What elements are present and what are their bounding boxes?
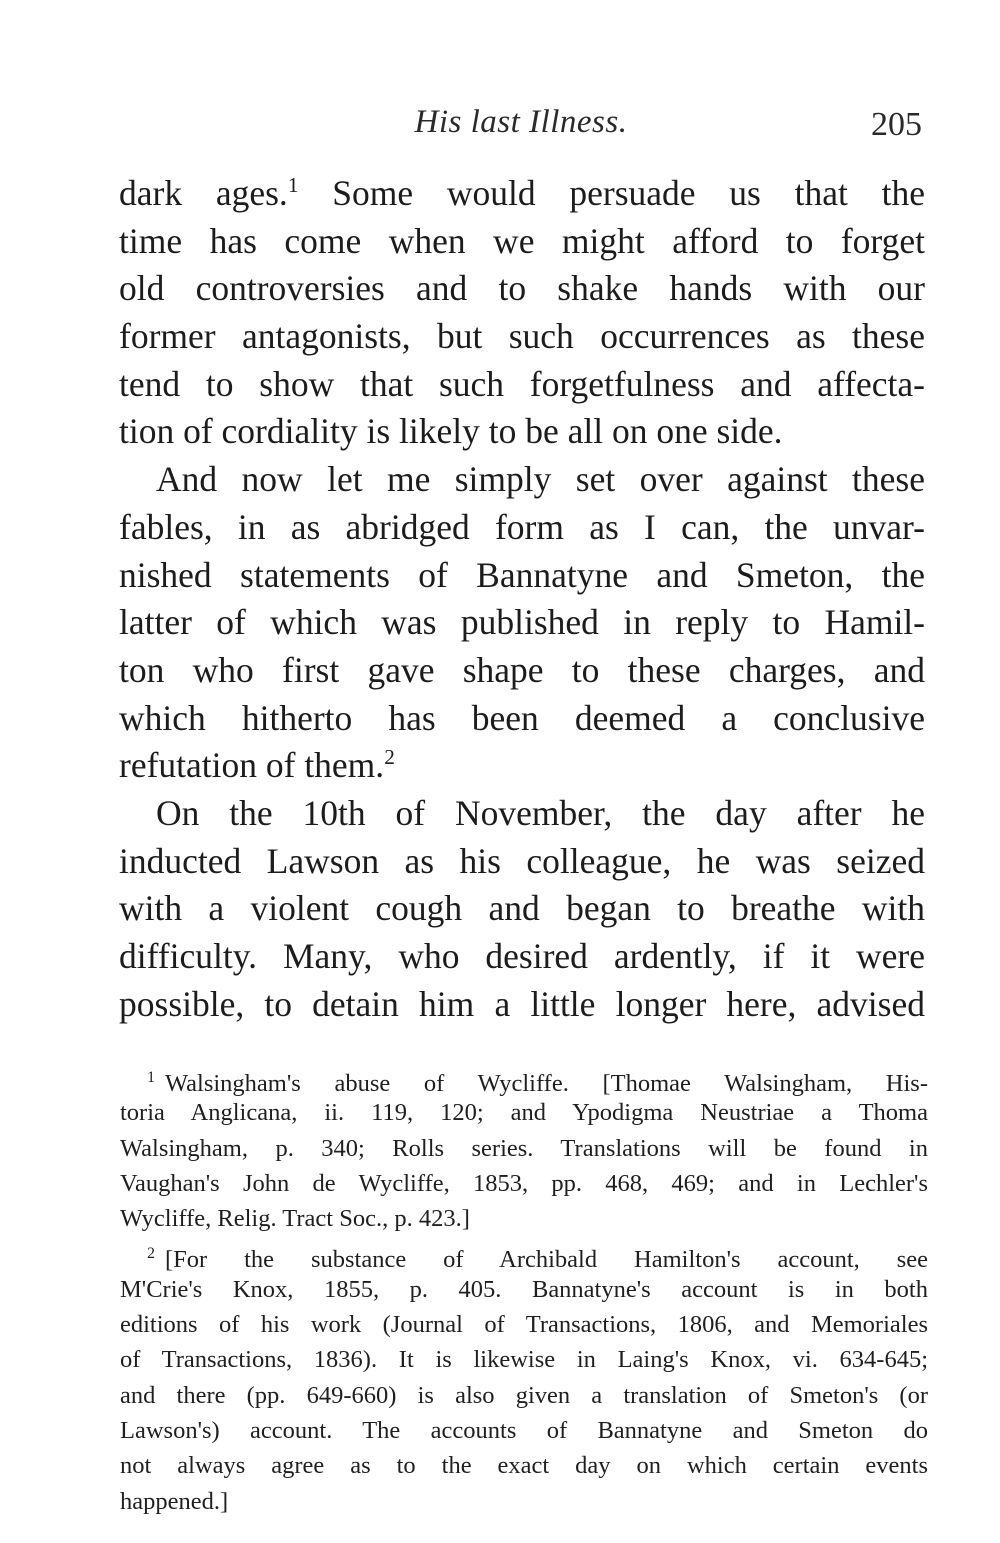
body-line: nished statements of Bannatyne and Smeton, the: [119, 554, 925, 595]
footnote-2-line: Lawson's) account. The accounts of Bannatyne and Smeton do: [120, 1416, 928, 1444]
footnote-ref-1: 1: [287, 173, 299, 198]
body-line: possible, to detain him a little longer here, advised: [119, 983, 925, 1024]
running-head-title: His last Illness.: [414, 104, 628, 140]
body-line: former antagonists, but such occurrences as these: [119, 316, 925, 357]
body-line: tend to show that such forgetfulness and affecta-: [119, 363, 925, 404]
body-line-text: Some would persuade us that the: [298, 173, 925, 213]
body-line: [119, 742, 925, 790]
body-line: latter of which was published in reply to Hamil-: [119, 602, 925, 643]
body-line: time has come when we might afford to forget: [119, 220, 925, 261]
body-line: ton who first gave shape to these charges, and: [119, 649, 925, 690]
footnote-1-line: toria Anglicana, ii. 119, 120; and Ypodigma Neustriae a Thoma: [120, 1099, 928, 1127]
footnote-1-line: [120, 1060, 928, 1095]
page-number: 205: [871, 106, 922, 143]
footnote-2-mark: 2: [147, 1245, 155, 1263]
footnote-1-line: Walsingham, p. 340; Rolls series. Translations will be found in: [120, 1134, 928, 1162]
footnote-2-line: happened.]: [120, 1487, 229, 1515]
body-line: old controversies and to shake hands with our: [119, 268, 925, 309]
body-line: inducted Lawson as his colleague, he was seized: [119, 840, 925, 881]
body-line: with a violent cough and began to breathe with: [119, 888, 925, 929]
footnotes: [120, 1060, 928, 1519]
body-line-text: dark ages.: [119, 173, 288, 213]
footnote-2-line: [120, 1236, 928, 1274]
footnote-1-line: Wycliffe, Relig. Tract Soc., p. 423.]: [120, 1205, 470, 1233]
footnote-1-mark: 1: [147, 1069, 155, 1086]
body-line: [119, 170, 925, 218]
body-line: And now let me simply set over against these: [156, 459, 925, 500]
body-line-text: refutation of them.: [119, 745, 385, 786]
footnote-2-line: and there (pp. 649-660) is also given a translation of Smeton's (or: [120, 1381, 928, 1409]
body-line: tion of cordiality is likely to be all on one side.: [119, 411, 783, 452]
footnote-ref-2: 2: [384, 745, 395, 770]
running-head: [120, 100, 922, 150]
body-text: [119, 170, 925, 1028]
footnote-2-line: of Transactions, 1836). It is likewise in Laing's Knox, vi. 634-645;: [120, 1346, 928, 1374]
body-line: which hitherto has been deemed a conclusive: [119, 697, 925, 738]
footnote-2-line: not always agree as to the exact day on which certain events: [120, 1452, 928, 1480]
footnote-2-line: editions of his work (Journal of Transactions, 1806, and Memoriales: [120, 1311, 928, 1339]
footnote-1-text: Walsingham's abuse of Wycliffe. [Thomae Walsingham, His-: [165, 1070, 928, 1097]
footnote-2-text: [For the substance of Archibald Hamilton's account, see: [165, 1246, 928, 1274]
footnote-2-line: M'Crie's Knox, 1855, p. 405. Bannatyne's account is in both: [120, 1275, 928, 1303]
body-line: difficulty. Many, who desired ardently, if it were: [119, 936, 925, 976]
footnote-1-line: Vaughan's John de Wycliffe, 1853, pp. 468, 469; and in Lechler's: [120, 1169, 928, 1197]
body-line: fables, in as abridged form as I can, the unvar-: [119, 506, 925, 547]
body-line: On the 10th of November, the day after he: [156, 792, 925, 833]
